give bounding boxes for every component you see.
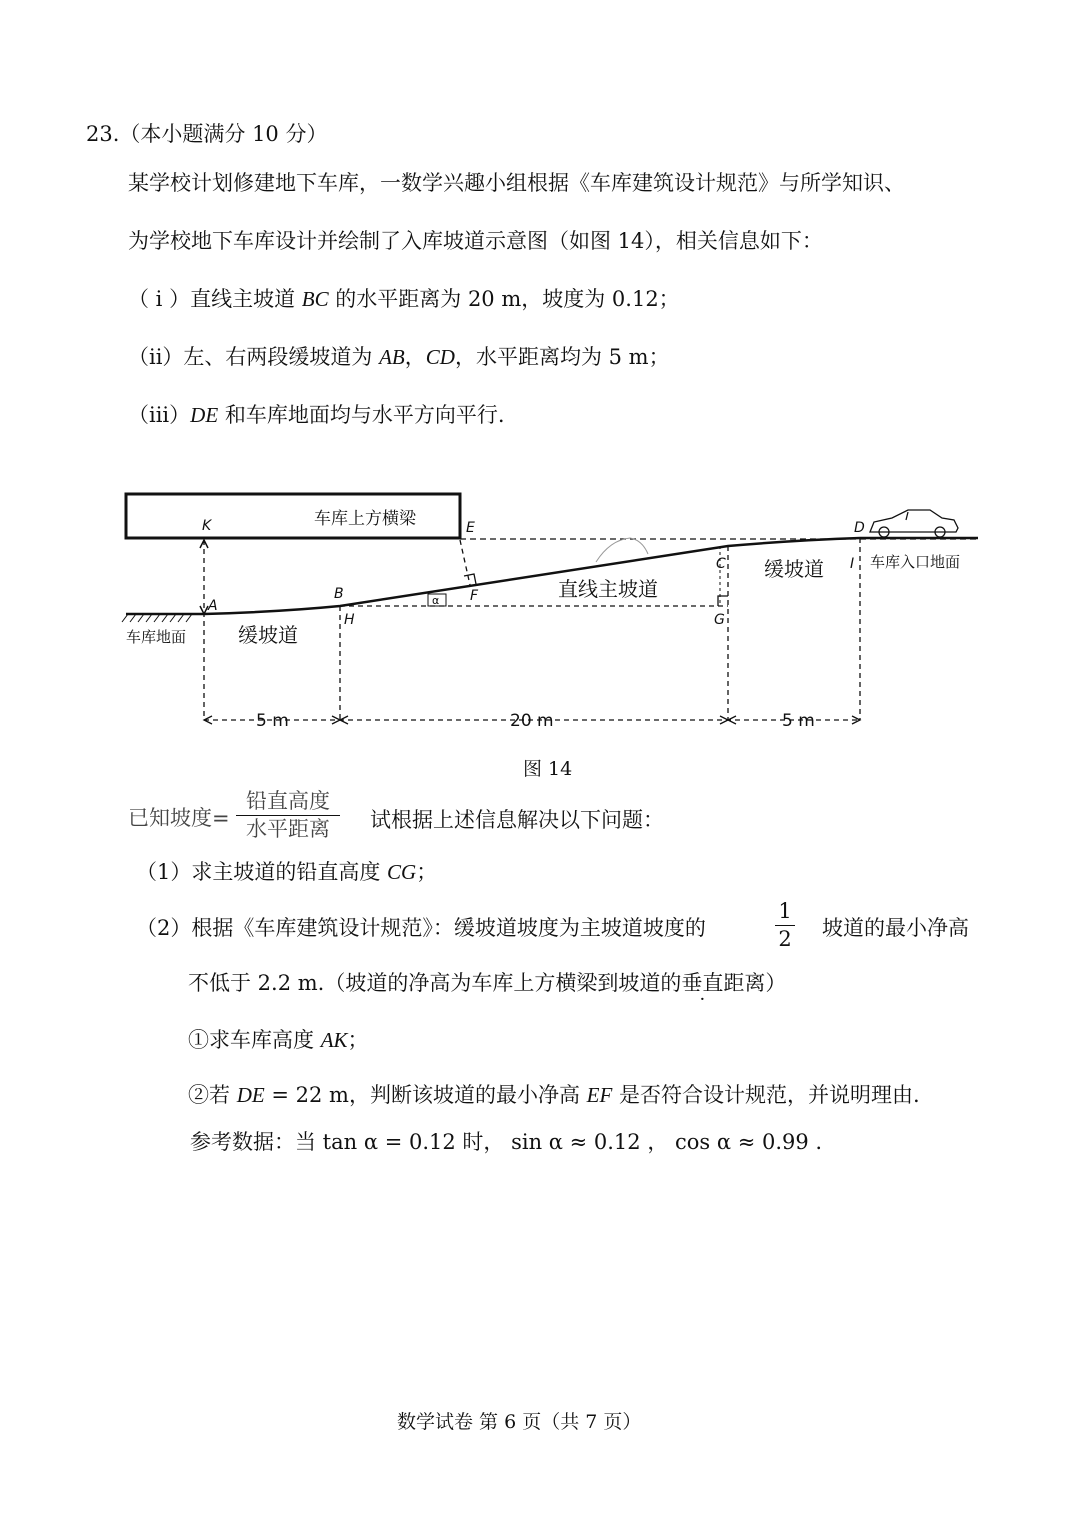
entrance-label: 车库入口地面	[870, 553, 961, 571]
slope-def-prefix: 已知坡度=	[128, 806, 230, 830]
point-label-c: C	[716, 556, 726, 572]
ramp-path	[204, 538, 860, 614]
info-item-2	[128, 347, 670, 368]
slope-numerator: 铅直高度	[246, 789, 330, 813]
half-denominator: 2	[778, 927, 792, 952]
floor-label: 车库地面	[126, 628, 187, 646]
gentle-right-label: 缓坡道	[764, 557, 824, 581]
reference-data: 参考数据：当 tan α = 0.12 时， sin α ≈ 0.12 ， cos α ≈ 0.99 .	[190, 1130, 823, 1154]
slope-fraction	[236, 790, 340, 841]
var-cg: CG	[387, 860, 417, 884]
var-de-2: DE	[236, 1083, 265, 1107]
question-2a	[188, 1030, 369, 1051]
half-fraction	[775, 900, 795, 951]
point-label-g: G	[714, 612, 725, 628]
dim-mid-label: 20 m	[510, 711, 554, 731]
var-bc: BC	[301, 287, 329, 311]
q2b-mid: = 22 m，判断该坡道的最小净高	[264, 1083, 587, 1107]
dashed-ef	[460, 540, 470, 585]
info-2-suffix: ，水平距离均为 5 m；	[454, 345, 670, 369]
point-label-h: H	[344, 612, 355, 628]
question-2-line-1: （2）根据《车库建筑设计规范》：缓坡道坡度为主坡道坡度的	[136, 916, 706, 940]
info-3-suffix: 和车库地面均与水平方向平行.	[218, 403, 505, 427]
point-label-e: E	[466, 520, 475, 536]
var-de: DE	[190, 403, 219, 427]
info-2-mid: ，	[404, 345, 426, 369]
question-1	[136, 862, 437, 883]
info-2-prefix: （ii）左、右两段缓坡道为	[128, 345, 380, 369]
beam-label: 车库上方横梁	[314, 509, 416, 529]
problem-intro-line-2: 为学校地下车库设计并绘制了入库坡道示意图（如图 14），相关信息如下：	[128, 229, 823, 253]
q2b-prefix: ②若	[188, 1083, 237, 1107]
info-item-1	[128, 289, 680, 310]
half-numerator: 1	[778, 899, 792, 923]
info-item-3	[128, 405, 505, 426]
q2a-prefix: ①求车库高度	[188, 1028, 321, 1052]
ramp-diagram	[118, 482, 980, 738]
point-label-f: F	[470, 588, 479, 604]
point-label-d: D	[854, 520, 865, 536]
q2-line2-suffix: 距离）	[723, 971, 787, 995]
right-angle-f	[464, 574, 476, 584]
point-label-k: K	[202, 518, 212, 534]
page-footer: 数学试卷 第 6 页（共 7 页）	[397, 1411, 642, 1433]
figure-caption: 图 14	[523, 758, 573, 780]
dim-left-label: 5 m	[256, 711, 289, 731]
gentle-left-label: 缓坡道	[238, 623, 298, 647]
car-icon	[870, 510, 958, 537]
slope-denominator: 水平距离	[246, 817, 330, 842]
problem-intro-line-1: 某学校计划修建地下车库，一数学兴趣小组根据《车库建筑设计规范》与所学知识、	[128, 171, 905, 195]
slope-def-suffix: 试根据上述信息解决以下问题：	[370, 808, 664, 832]
var-ak: AK	[320, 1028, 348, 1052]
point-label-i: I	[850, 556, 855, 572]
dim-right-label: 5 m	[782, 711, 815, 731]
q2a-suffix: ；	[347, 1028, 369, 1052]
info-1-prefix: （ i ）直线主坡道	[128, 287, 302, 311]
info-3-prefix: （iii）	[128, 403, 191, 427]
question-2-line-1-suffix: 坡道的最小净高	[822, 916, 969, 940]
q1-prefix: （1）求主坡道的铅直高度	[136, 860, 388, 884]
q2-emphasis: 垂直	[681, 971, 724, 995]
var-ab: AB	[379, 345, 405, 369]
q1-suffix: ；	[416, 860, 438, 884]
info-1-suffix: 的水平距离为 20 m，坡度为 0.12；	[328, 287, 680, 311]
question-2b	[188, 1085, 920, 1106]
question-2-line-2	[188, 973, 786, 994]
point-label-a: A	[208, 598, 218, 614]
problem-header: 23.（本小题满分 10 分）	[86, 122, 328, 146]
q2b-suffix: 是否符合设计规范，并说明理由.	[612, 1083, 920, 1107]
var-ef: EF	[586, 1083, 613, 1107]
q2-line2-prefix: 不低于 2.2 m.（坡道的净高为车库上方横梁到坡道的	[188, 971, 682, 995]
var-cd: CD	[425, 345, 455, 369]
main-slope-label: 直线主坡道	[558, 577, 658, 601]
point-label-b: B	[334, 586, 344, 602]
angle-label: α	[432, 594, 440, 607]
